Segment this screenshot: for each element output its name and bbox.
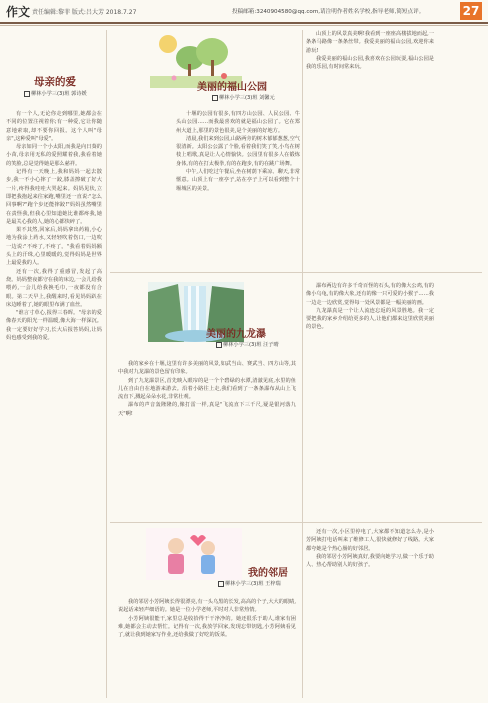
byline-square-icon [218,581,224,587]
article3-body-right [306,282,434,520]
article4-paragraph: 我的邻居小芳阿姨长得很漂亮,有一头乌黑的长发,高高的个子,大大的眼睛,说起话来轻声细语的。她是一位小学老师,平时对人非常热情。 [118,599,296,614]
neighbors-illustration-icon [146,528,242,580]
article1-byline: 柳林小学三(3)班 郭诗媛 [24,90,87,97]
article4-paragraph: 小芳阿姨很能干,家里总是收拾得干干净净的。她还很乐于助人,谁家有困难,她都会主动去帮忙。记得有一次,我放学回家,发现忘带钥匙,小芳阿姨看见了,就让我到她家写作业,还给我做了好吃的饭菜。 [118,615,296,639]
article2-body-left [176,110,300,266]
article2-paragraph: 清晨,我们来到公园,山路两旁的树木郁郁葱葱,空气很清新。太阳公公露了个脸,看着我们笑了笑,小鸟在树枝上唱歌,真是让人心情愉快。公园里有很多人在锻炼身体,有的在打太极拳,有的在跑步,有的在跳广场舞。 [176,135,300,167]
article1-paragraph: 果不其然,回家后,妈妈拿出药箱,小心地为我涂上药水,又轻轻吹着伤口,一边吹一边说:"不疼了,不疼了。"我看着妈妈额头上的汗珠,心里暖暖的,觉得妈妈是世界上最爱我的人。 [6,227,102,267]
article2-paragraph: 山顶上的风景真美啊!我看到一座座高楼拔地而起,一条条马路像一条条丝带。我爱美丽的福山公园,欢迎你来游玩! [306,31,434,54]
column-divider [106,30,107,698]
article2-title: 美丽的福山公园 [197,82,267,93]
article2-paragraph: 十堰的公园有很多,有四方山公园、人民公园、牛头山公园……而我最喜欢的就是福山公园了。它在郑州大道上,那里的景色很美,是个美丽的好地方。 [176,111,300,134]
article3-paragraph: 我的家乡在十堰,这里有许多美丽的风景,如武当山、赛武当、四方山等,其中我对九龙瀑的景色留有印象。 [118,361,296,376]
article3-paragraph: 瀑布两边有许多千奇百怪的石头,有的像大公鸡,有的像小乌龟,有的像大象,还有的像一只可爱的小猴子……我一边走一边欣赏,觉得每一处风景都是一幅美丽的画。 [306,283,434,306]
submission-contact: 投稿邮箱:3240904580@qq.com,请注明作者姓名学校,指导老师,简短点评。 [232,9,425,15]
section-divider [110,272,482,273]
article1-paragraph: 母亲如同一个小太阳,而我是向日葵的小苗,母亲用无私的爱照耀着我,我看着她的笑脸,总是觉得她是那么慈祥。 [6,144,102,167]
article3-body-left [118,360,296,520]
article3-paragraph: 到了九龙瀑景区,首先映入眼帘的是一个个碧绿的水潭,清澈见底,水里的鱼儿在自由自在地游来游去。沿着小路往上走,我们看到了一条条瀑布从山上飞流直下,溅起朵朵水花,非常壮观。 [118,377,296,401]
byline-square-icon [24,91,30,97]
article1-paragraph: "谁言寸草心,报得三春晖。"母亲的爱像春天的阳光一样温暖,像大海一样深沉。我一定要好好学习,长大后报答妈妈,让妈妈也感受到我的爱。 [6,310,102,342]
article4-title: 我的邻居 [248,568,288,579]
editor-credits: 责任编辑:黎菲 版式:吕大芳 2018.7.27 [32,9,137,16]
article2-byline: 柳林小学三(3)班 刘馨元 [212,94,275,101]
byline-square-icon [216,342,222,348]
article4-body-left [118,598,296,698]
header-rule-thin [0,25,488,26]
column-divider [302,30,303,698]
article3-byline: 柳林小学三(3)班 汪子晴 [216,341,279,348]
article3-paragraph: 瀑布的声音轰隆隆的,像打雷一样,真是"飞流直下三千尺,疑是银河落九天"啊! [118,402,296,417]
section-title: 作文 [6,5,31,19]
article4-paragraph: 还有一次,小区里停电了,大家都不知道怎么办,是小芳阿姨打电话叫来了维修工人,很快就修好了线路。大家都夸她是个热心肠的好邻居。 [306,529,434,552]
article1-body [6,110,102,695]
article1-paragraph: 有一个人,无论你走到哪里,她都会在不同的位置注视着你;有一种爱,它让你随意地索取,却不要你回报。这个人叫"母亲",这种爱叫"母爱"。 [6,111,102,142]
article3-title: 美丽的九龙瀑 [206,329,266,340]
article4-body-right [306,528,434,698]
article4-byline: 柳林小学三(3)班 王梓瑞 [218,580,281,587]
article2-paragraph: 中午,人们吃过午餐后,坐在树荫下乘凉、聊天,非常惬意。山顶上有一座亭子,站在亭子上可以看到整个十堰城区的美景。 [176,169,300,192]
article4-illustration [146,528,242,580]
byline-square-icon [212,95,218,101]
page-number-badge: 27 [460,2,482,20]
article2-paragraph: 我爱美丽的福山公园,我喜欢在公园玩耍,福山公园是我的乐园,有时间常来玩。 [306,55,434,71]
section-divider [110,522,482,523]
article2-body-right [306,30,434,266]
article1-paragraph: 记得有一天晚上,我和妈妈一起去散步,我一不小心摔了一跤,膝盖擦破了好大一片,疼得我哇哇大哭起来。妈妈见状,立即把我抱起来往家跑,嘴里还一直说:"怎么回事啊?"跑个步还能摔跤!"妈妈虽然嘴里在责怪我,但我心里知道她比谁都疼我,她是最关心我的人,她的心都快碎了。 [6,169,102,225]
article3-paragraph: 九龙瀑真是一个让人流连忘返的风景胜地。我一定要把我的家乡介绍给更多的人,让他们都来这里欣赏美丽的景色。 [306,307,434,331]
article1-title: 母亲的爱 [34,76,76,88]
article4-paragraph: 我的邻居小芳阿姨真好,我要向她学习,做一个乐于助人、热心帮助别人的好孩子。 [306,553,434,569]
header-rule [0,22,488,24]
page-header [0,0,488,22]
article1-paragraph: 还有一次,我得了重感冒,发起了高烧。妈妈整夜都守在我的床边,一会儿给我喂药,一会儿给我换毛巾,一夜都没有合眼。第二天早上,我醒来时,看见妈妈趴在床边睡着了,她的眼里布满了血丝。 [6,268,102,308]
